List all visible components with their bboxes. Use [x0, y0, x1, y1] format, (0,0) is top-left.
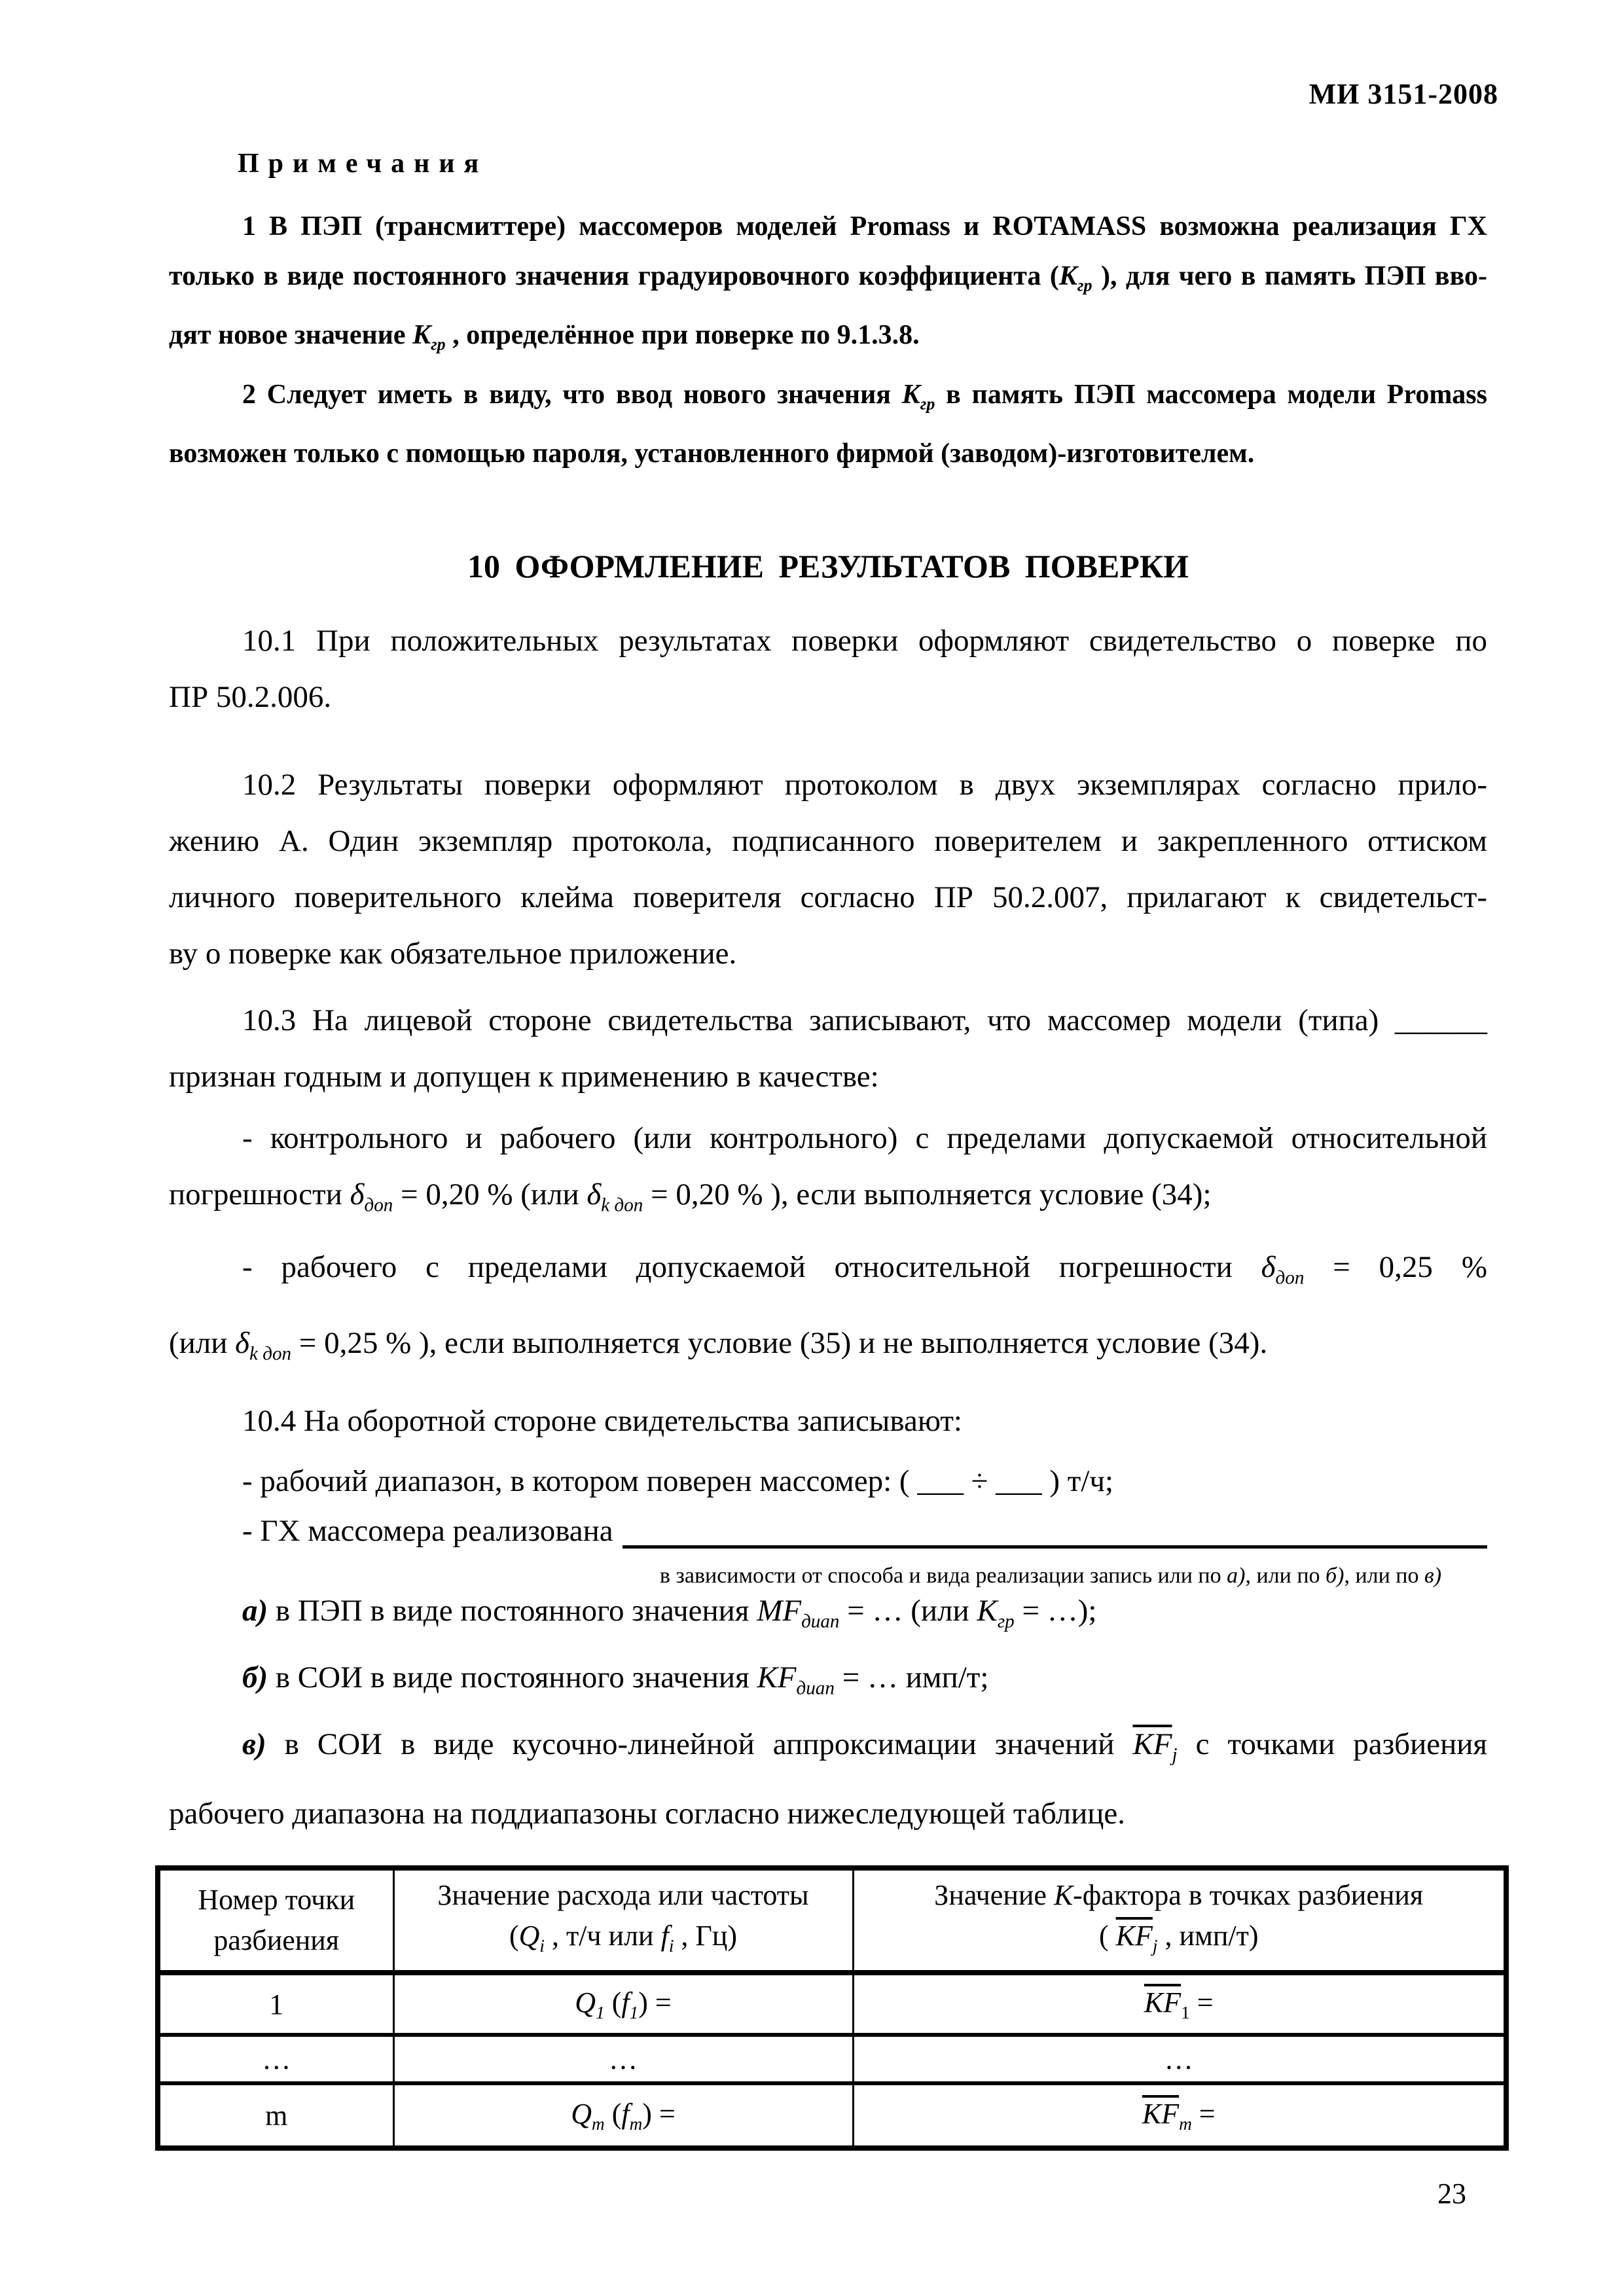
table-cell-flow: $Q_m$ $(f_m)$ = — [393, 2083, 853, 2148]
paragraph-line: ПР 50.2.006. — [169, 680, 332, 714]
paragraph-10-1 — [169, 613, 1487, 725]
table-cell-point: m — [158, 2083, 393, 2148]
paragraph-line: личного поверительного клейма поверителя согласно ПР 50.2.007, прилагают к свидетельст- — [169, 880, 1487, 914]
doc-number: МИ 3151-2008 — [1308, 78, 1498, 110]
paragraph-line: погрешности $\delta_{доп} = 0,20$ % (или $\delta_{k доп} = 0,20$ % ), если выполняется условие (34); — [169, 1177, 1212, 1216]
paragraph-line: а) в ПЭП в виде постоянного значения $MF_{диап}$ = … (или $K_{гр}$ = …); — [242, 1594, 1097, 1632]
blank-underline — [623, 1503, 1487, 1549]
paragraph-line: - рабочего с пределами допускаемой относительной погрешности $\delta_{доп} = 0,25$ % — [242, 1250, 1487, 1289]
table-cell-kfactor: … — [853, 2035, 1506, 2083]
note-line: только в виде постоянного значения градуировочного коэффициента ($K_{гр}$ ), для чего в память ПЭП вво- — [169, 261, 1487, 295]
note-line: 1 В ПЭП (трансмиттере) массомеров моделей Promass и ROTAMASS возможна реализация ГХ — [242, 211, 1487, 242]
paragraph-line: признан годным и допущен к применению в качестве: — [169, 1060, 879, 1094]
table-header-row — [158, 1868, 1506, 1973]
paragraph-10-4 — [169, 1393, 1487, 1449]
table-header-k-factor: Значение К-фактора в точках разбиения ( $\overline{KF}_j$ , имп/т) — [853, 1868, 1506, 1973]
paragraph-10-3 — [169, 992, 1487, 1105]
table-row — [158, 2083, 1506, 2148]
dash-working-range — [169, 1453, 1487, 1509]
paragraph-10-2 — [169, 757, 1487, 982]
k-factor-table — [155, 1865, 1509, 2151]
bullet-control-working — [169, 1110, 1487, 1233]
list-item-v — [169, 1716, 1487, 1783]
paragraph-line: (или $\delta_{k доп} = 0,25$ % ), если выполняется условие (35) и не выполняется условие (34). — [169, 1326, 1268, 1365]
page-number: 23 — [1437, 2178, 1466, 2210]
list-item-a — [169, 1583, 1487, 1649]
table-row — [158, 2035, 1506, 2083]
table-cell-point: … — [158, 2035, 393, 2083]
notes-title: Примечания — [238, 149, 488, 179]
note-line: 2 Следует иметь в виду, что ввод нового значения $K_{гр}$ в память ПЭП массомера модели Promass — [242, 379, 1488, 414]
paragraph-line: - ГХ массомера реализована — [242, 1514, 613, 1548]
paragraph-line: рабочего диапазона на поддиапазоны согласно нижеследующей таблице. — [169, 1797, 1125, 1831]
table-cell-flow: … — [393, 2035, 853, 2083]
paragraph-line: 10.4 На оборотной стороне свидетельства записывают: — [242, 1404, 962, 1438]
paragraph-line: в) в СОИ в виде кусочно-линейной аппроксимации значений $\overline{KF}_j$ с точками разбиения — [242, 1727, 1488, 1766]
notes-block — [169, 202, 1487, 478]
dash-gh-realized — [169, 1503, 1487, 1559]
section-heading: 10 ОФОРМЛЕНИЕ РЕЗУЛЬТАТОВ ПОВЕРКИ — [467, 548, 1189, 584]
note-line: возможен только с помощью пароля, установленного фирмой (заводом)-изготовителем. — [169, 439, 1255, 469]
table-header-flow-frequency: Значение расхода или частоты ($Q_i$ , т/ч или $f_i$ , Гц) — [393, 1868, 853, 1973]
list-item-b — [169, 1649, 1487, 1716]
paragraph-line: 10.3 На лицевой стороне свидетельства записывают, что массомер модели (типа) ______ — [242, 1003, 1487, 1037]
paragraph-line: - контрольного и рабочего (или контрольного) с пределами допускаемой относительной — [242, 1121, 1487, 1155]
table-row — [158, 1973, 1506, 2035]
paragraph-line: б) в СОИ в виде постоянного значения $KF_{диап}$ = … имп/т; — [242, 1660, 989, 1699]
note-line: дят новое значение $K_{гр}$ , определённое при поверке по 9.1.3.8. — [169, 320, 920, 354]
table-cell-flow: $Q_1$ $(f_1)$ = — [393, 1973, 853, 2035]
bullet-working — [169, 1234, 1487, 1387]
paragraph-line: жению А. Один экземпляр протокола, подписанного поверителем и закрепленного оттиском — [169, 824, 1487, 858]
table-cell-point: 1 — [158, 1973, 393, 2035]
table-cell-kfactor: $\overline{KF}_1$ = — [853, 1973, 1506, 2035]
paragraph-line: 10.2 Результаты поверки оформляют протоколом в двух экземплярах согласно прило- — [242, 768, 1487, 802]
paragraph-line: 10.1 При положительных результатах поверки оформляют свидетельство о поверке по — [242, 624, 1487, 658]
paragraph-line: ву о поверке как обязательное приложение. — [169, 937, 737, 971]
table-cell-kfactor: $\overline{KF}_m$ = — [853, 2083, 1506, 2148]
list-item-v-continuation — [169, 1785, 1487, 1842]
paragraph-line: - рабочий диапазон, в котором поверен массомер: ( ___ ÷ ___ ) т/ч; — [242, 1464, 1114, 1498]
underline-caption: в зависимости от способа и вида реализации запись или по а), или по б), или по в) — [659, 1564, 1442, 1588]
table-header-point-number: Номер точки разбиения — [158, 1868, 393, 1973]
